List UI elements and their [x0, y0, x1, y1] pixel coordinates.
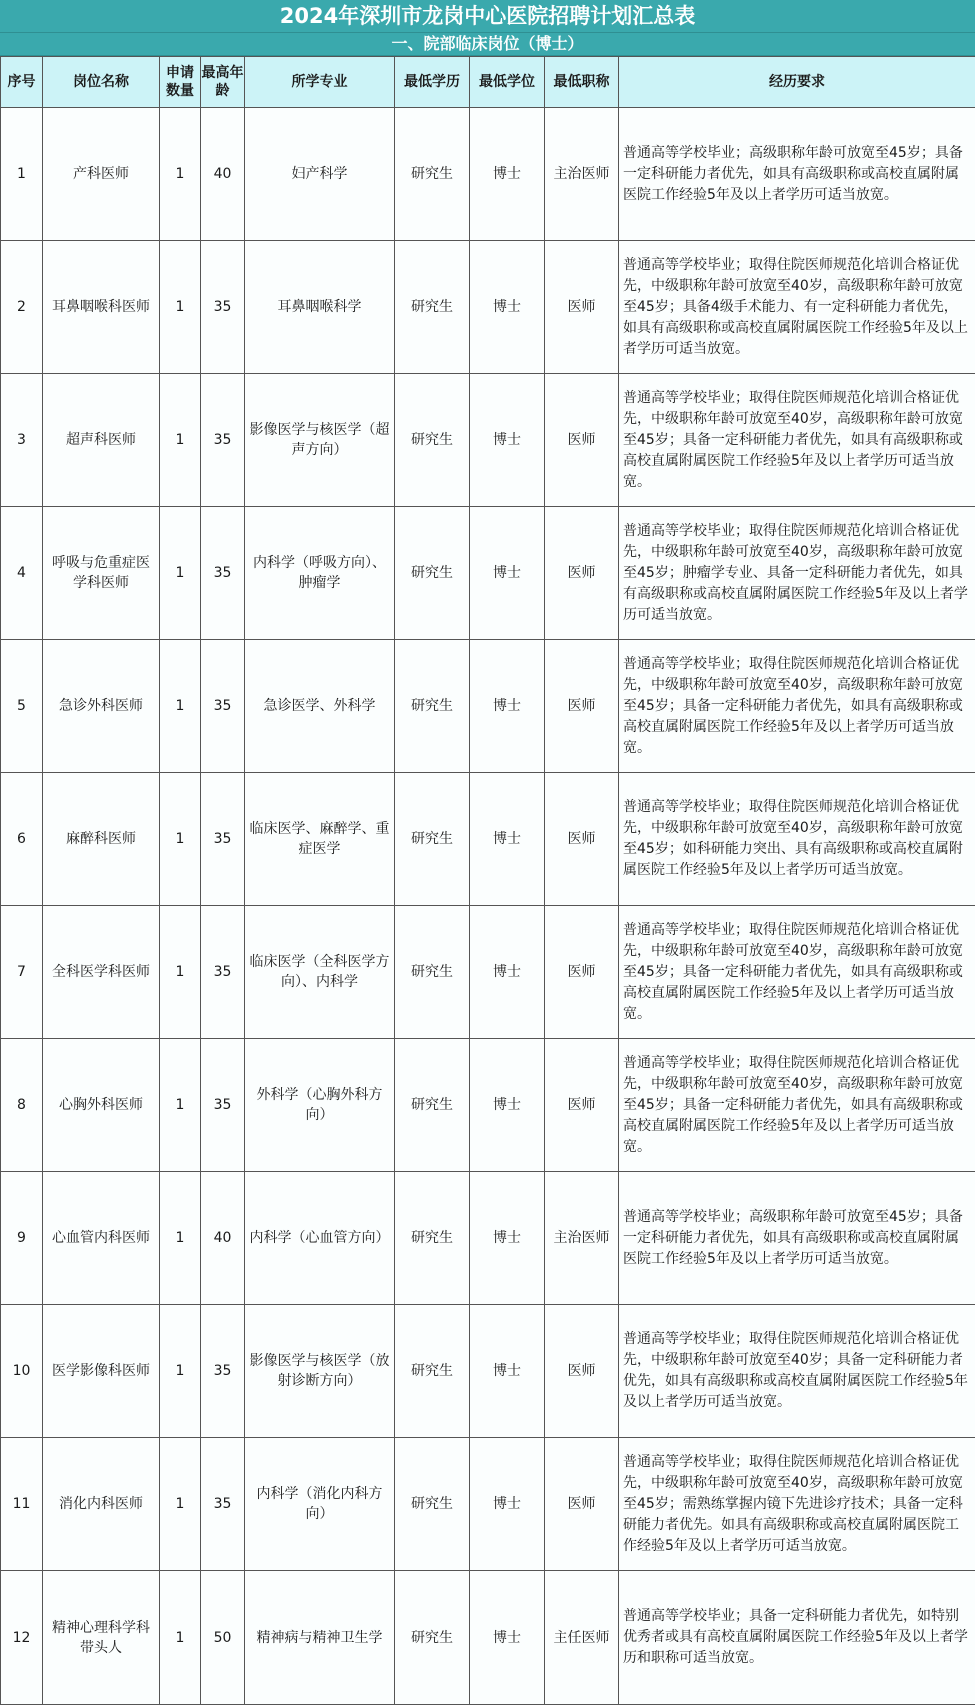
row-no: 2 [1, 241, 43, 374]
table-row [1, 1305, 975, 1438]
sheet-title: 2024年深圳市龙岗中心医院招聘计划汇总表 [0, 0, 975, 33]
table-row [1, 1571, 975, 1705]
table-row [1, 374, 975, 507]
row-experience: 普通高等学校毕业；高级职称年龄可放宽至45岁；具备一定科研能力者优先，如具有高级职称或高校直属附属医院工作经验5年及以上者学历可适当放宽。 [619, 108, 975, 241]
row-min-degree: 博士 [470, 108, 545, 241]
row-max-age: 35 [201, 1039, 245, 1172]
row-min-title: 医师 [545, 241, 619, 374]
row-experience: 普通高等学校毕业；取得住院医师规范化培训合格证优先，中级职称年龄可放宽至40岁，高级职称年龄可放宽至45岁；具备4级手术能力、有一定科研能力者优先，如具有高级职称或高校直属附属医院工作经验5年及以上者学历可适当放宽。 [619, 241, 975, 374]
row-min-education: 研究生 [395, 640, 470, 773]
row-position: 急诊外科医师 [43, 640, 160, 773]
row-min-title: 医师 [545, 1438, 619, 1571]
row-min-title: 主治医师 [545, 1172, 619, 1305]
row-major: 妇产科学 [245, 108, 395, 241]
row-min-degree: 博士 [470, 374, 545, 507]
row-quota: 1 [160, 906, 201, 1039]
table-row [1, 1438, 975, 1571]
table-row [1, 773, 975, 906]
row-min-title: 医师 [545, 773, 619, 906]
row-quota: 1 [160, 374, 201, 507]
row-min-education: 研究生 [395, 1305, 470, 1438]
row-min-degree: 博士 [470, 1571, 545, 1705]
row-experience: 普通高等学校毕业；取得住院医师规范化培训合格证优先，中级职称年龄可放宽至40岁，高级职称年龄可放宽至45岁；如科研能力突出、具有高级职称或高校直属附属医院工作经验5年及以上者学历可适当放宽。 [619, 773, 975, 906]
row-quota: 1 [160, 1438, 201, 1571]
row-no: 3 [1, 374, 43, 507]
row-quota: 1 [160, 108, 201, 241]
row-quota: 1 [160, 640, 201, 773]
row-min-degree: 博士 [470, 1039, 545, 1172]
row-no: 9 [1, 1172, 43, 1305]
row-experience: 普通高等学校毕业；取得住院医师规范化培训合格证优先，中级职称年龄可放宽至40岁，高级职称年龄可放宽至45岁；具备一定科研能力者优先，如具有高级职称或高校直属附属医院工作经验5年及以上者学历可适当放宽。 [619, 906, 975, 1039]
row-min-degree: 博士 [470, 640, 545, 773]
row-major: 精神病与精神卫生学 [245, 1571, 395, 1705]
row-major: 内科学（心血管方向） [245, 1172, 395, 1305]
row-min-education: 研究生 [395, 1039, 470, 1172]
row-min-degree: 博士 [470, 507, 545, 640]
row-position: 超声科医师 [43, 374, 160, 507]
row-max-age: 35 [201, 241, 245, 374]
row-no: 10 [1, 1305, 43, 1438]
header-row [1, 57, 975, 108]
row-min-education: 研究生 [395, 507, 470, 640]
row-major: 急诊医学、外科学 [245, 640, 395, 773]
row-min-title: 主任医师 [545, 1571, 619, 1705]
row-major: 临床医学（全科医学方向）、内科学 [245, 906, 395, 1039]
header-experience: 经历要求 [619, 57, 975, 108]
header-position: 岗位名称 [43, 57, 160, 108]
row-position: 呼吸与危重症医学科医师 [43, 507, 160, 640]
row-no: 7 [1, 906, 43, 1039]
row-no: 4 [1, 507, 43, 640]
header-max-age: 最高年龄 [201, 57, 245, 108]
header-quota: 申请数量 [160, 57, 201, 108]
row-position: 麻醉科医师 [43, 773, 160, 906]
row-experience: 普通高等学校毕业；取得住院医师规范化培训合格证优先，中级职称年龄可放宽至40岁；具备一定科研能力者优先，如具有高级职称或高校直属附属医院工作经验5年及以上者学历可适当放宽。 [619, 1305, 975, 1438]
row-position: 心血管内科医师 [43, 1172, 160, 1305]
row-major: 影像医学与核医学（放射诊断方向） [245, 1305, 395, 1438]
row-major: 内科学（消化内科方向） [245, 1438, 395, 1571]
section-title: 一、院部临床岗位（博士） [0, 33, 975, 56]
row-min-education: 研究生 [395, 374, 470, 507]
row-quota: 1 [160, 1039, 201, 1172]
table-row [1, 640, 975, 773]
row-max-age: 40 [201, 1172, 245, 1305]
row-no: 12 [1, 1571, 43, 1705]
row-quota: 1 [160, 1172, 201, 1305]
row-min-education: 研究生 [395, 906, 470, 1039]
row-experience: 普通高等学校毕业；取得住院医师规范化培训合格证优先，中级职称年龄可放宽至40岁，高级职称年龄可放宽至45岁；肿瘤学专业、具备一定科研能力者优先，如具有高级职称或高校直属附属医院工作经验5年及以上者学历可适当放宽。 [619, 507, 975, 640]
row-min-title: 医师 [545, 906, 619, 1039]
row-max-age: 35 [201, 640, 245, 773]
row-quota: 1 [160, 773, 201, 906]
row-max-age: 50 [201, 1571, 245, 1705]
row-min-title: 主治医师 [545, 108, 619, 241]
row-experience: 普通高等学校毕业；取得住院医师规范化培训合格证优先，中级职称年龄可放宽至40岁，高级职称年龄可放宽至45岁；具备一定科研能力者优先，如具有高级职称或高校直属附属医院工作经验5年及以上者学历可适当放宽。 [619, 640, 975, 773]
row-min-education: 研究生 [395, 1438, 470, 1571]
row-experience: 普通高等学校毕业；取得住院医师规范化培训合格证优先，中级职称年龄可放宽至40岁，高级职称年龄可放宽至45岁；需熟练掌握内镜下先进诊疗技术；具备一定科研能力者优先。如具有高级职称或高校直属附属医院工作经验5年及以上者学历可适当放宽。 [619, 1438, 975, 1571]
row-no: 6 [1, 773, 43, 906]
row-min-degree: 博士 [470, 241, 545, 374]
table-row [1, 507, 975, 640]
row-position: 心胸外科医师 [43, 1039, 160, 1172]
row-min-title: 医师 [545, 507, 619, 640]
row-quota: 1 [160, 1571, 201, 1705]
row-max-age: 40 [201, 108, 245, 241]
row-experience: 普通高等学校毕业；具备一定科研能力者优先，如特别优秀者或具有高校直属附属医院工作经验5年及以上者学历和职称可适当放宽。 [619, 1571, 975, 1705]
row-major: 内科学（呼吸方向）、肿瘤学 [245, 507, 395, 640]
row-major: 耳鼻咽喉科学 [245, 241, 395, 374]
row-experience: 普通高等学校毕业；取得住院医师规范化培训合格证优先，中级职称年龄可放宽至40岁，高级职称年龄可放宽至45岁；具备一定科研能力者优先，如具有高级职称或高校直属附属医院工作经验5年及以上者学历可适当放宽。 [619, 1039, 975, 1172]
row-position: 医学影像科医师 [43, 1305, 160, 1438]
header-no: 序号 [1, 57, 43, 108]
row-experience: 普通高等学校毕业；高级职称年龄可放宽至45岁；具备一定科研能力者优先，如具有高级职称或高校直属附属医院工作经验5年及以上者学历可适当放宽。 [619, 1172, 975, 1305]
row-no: 11 [1, 1438, 43, 1571]
row-max-age: 35 [201, 507, 245, 640]
row-position: 产科医师 [43, 108, 160, 241]
row-min-title: 医师 [545, 640, 619, 773]
recruitment-table [0, 56, 975, 1705]
row-min-degree: 博士 [470, 1172, 545, 1305]
row-experience: 普通高等学校毕业；取得住院医师规范化培训合格证优先，中级职称年龄可放宽至40岁，高级职称年龄可放宽至45岁；具备一定科研能力者优先，如具有高级职称或高校直属附属医院工作经验5年及以上者学历可适当放宽。 [619, 374, 975, 507]
row-min-education: 研究生 [395, 241, 470, 374]
row-quota: 1 [160, 507, 201, 640]
row-position: 全科医学科医师 [43, 906, 160, 1039]
row-major: 临床医学、麻醉学、重症医学 [245, 773, 395, 906]
row-position: 消化内科医师 [43, 1438, 160, 1571]
row-min-degree: 博士 [470, 1305, 545, 1438]
row-min-title: 医师 [545, 1305, 619, 1438]
row-min-degree: 博士 [470, 773, 545, 906]
row-min-degree: 博士 [470, 906, 545, 1039]
row-position: 精神心理科学科带头人 [43, 1571, 160, 1705]
row-max-age: 35 [201, 374, 245, 507]
row-min-degree: 博士 [470, 1438, 545, 1571]
row-quota: 1 [160, 1305, 201, 1438]
table-row [1, 1172, 975, 1305]
row-no: 5 [1, 640, 43, 773]
row-min-title: 医师 [545, 1039, 619, 1172]
header-min-degree: 最低学位 [470, 57, 545, 108]
row-major: 影像医学与核医学（超声方向） [245, 374, 395, 507]
row-max-age: 35 [201, 1438, 245, 1571]
row-no: 1 [1, 108, 43, 241]
row-position: 耳鼻咽喉科医师 [43, 241, 160, 374]
header-min-education: 最低学历 [395, 57, 470, 108]
table-row [1, 241, 975, 374]
table-row [1, 1039, 975, 1172]
table-row [1, 906, 975, 1039]
header-major: 所学专业 [245, 57, 395, 108]
row-max-age: 35 [201, 773, 245, 906]
row-quota: 1 [160, 241, 201, 374]
row-min-education: 研究生 [395, 1571, 470, 1705]
row-max-age: 35 [201, 906, 245, 1039]
row-min-education: 研究生 [395, 773, 470, 906]
row-min-title: 医师 [545, 374, 619, 507]
row-min-education: 研究生 [395, 1172, 470, 1305]
row-min-education: 研究生 [395, 108, 470, 241]
header-min-title: 最低职称 [545, 57, 619, 108]
table-row [1, 108, 975, 241]
row-max-age: 35 [201, 1305, 245, 1438]
row-major: 外科学（心胸外科方向） [245, 1039, 395, 1172]
row-no: 8 [1, 1039, 43, 1172]
